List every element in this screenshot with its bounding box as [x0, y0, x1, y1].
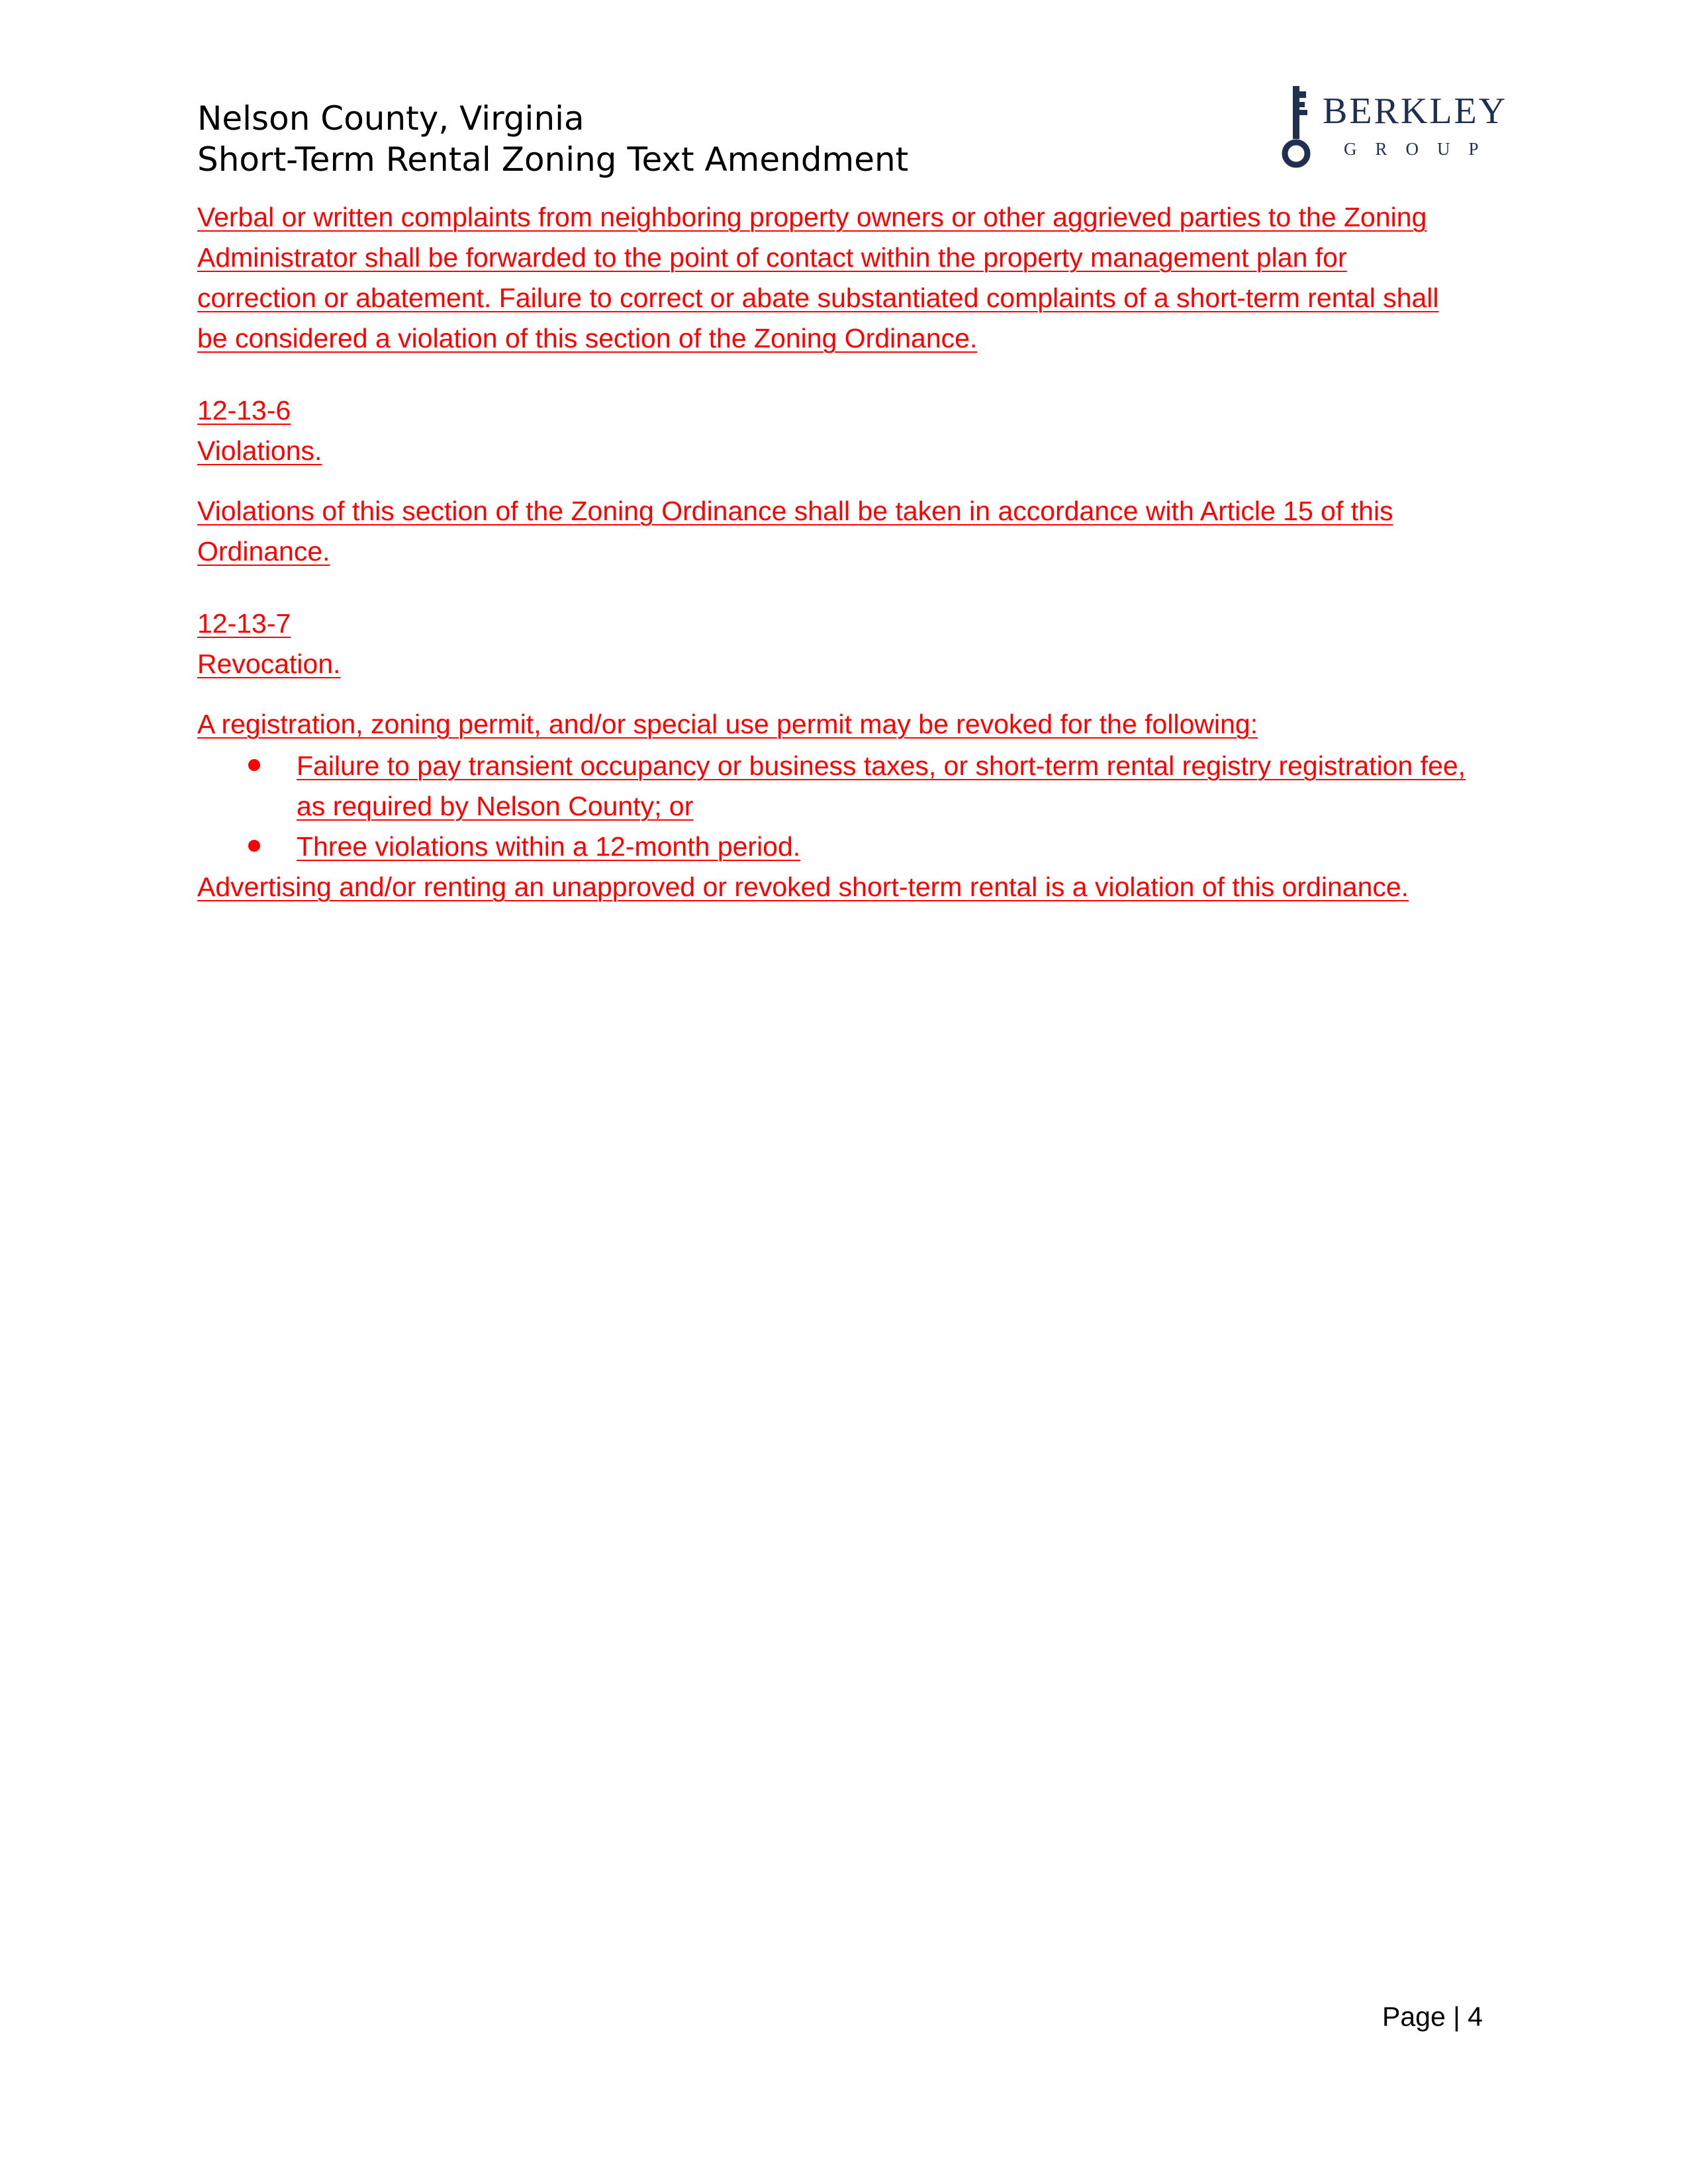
section-title-revocation: Revocation.: [197, 649, 341, 679]
section-title-violations: Violations.: [197, 435, 322, 466]
violations-paragraph: Violations of this section of the Zoning Ordinance shall be taken in accordance with Article 15 of this Ordinance.: [197, 496, 1393, 567]
bullet-icon: [248, 840, 260, 852]
document-body: [197, 197, 1468, 907]
page-number: Page | 4: [1382, 2001, 1483, 2032]
revocation-reasons-list: [197, 746, 1468, 867]
bullet-icon: [248, 759, 260, 771]
list-item: [197, 827, 1468, 867]
key-icon: [1278, 85, 1317, 171]
document-header: [197, 98, 908, 180]
section-number-12-13-6: 12-13-6: [197, 395, 291, 426]
complaints-paragraph: Verbal or written complaints from neighboring property owners or other aggrieved parties to the Zoning Administrator shall be forwarded to the point of contact within the property management plan for correction or abatement. Failure to correct or abate substantiated complaints of a short-term rental shall be considered a violation of this section of the Zoning Ordinance.: [197, 202, 1439, 353]
list-item: [197, 746, 1468, 827]
logo-subtitle: GROUP: [1344, 139, 1497, 159]
section-number-12-13-7: 12-13-7: [197, 608, 291, 639]
header-county: Nelson County, Virginia: [197, 99, 585, 138]
header-document-title: Short-Term Rental Zoning Text Amendment: [197, 140, 909, 179]
advertising-paragraph: Advertising and/or renting an unapproved or revoked short-term rental is a violation of this ordinance.: [197, 872, 1409, 902]
list-item-text: Three violations within a 12-month period.: [297, 831, 801, 862]
list-item-text: Failure to pay transient occupancy or business taxes, or short-term rental registry registration fee, as required by Nelson County; or: [297, 751, 1466, 821]
revocation-lead: A registration, zoning permit, and/or special use permit may be revoked for the following:: [197, 709, 1258, 739]
berkley-group-logo: [1278, 85, 1508, 171]
logo-wordmark: BERKLEY: [1323, 91, 1508, 132]
